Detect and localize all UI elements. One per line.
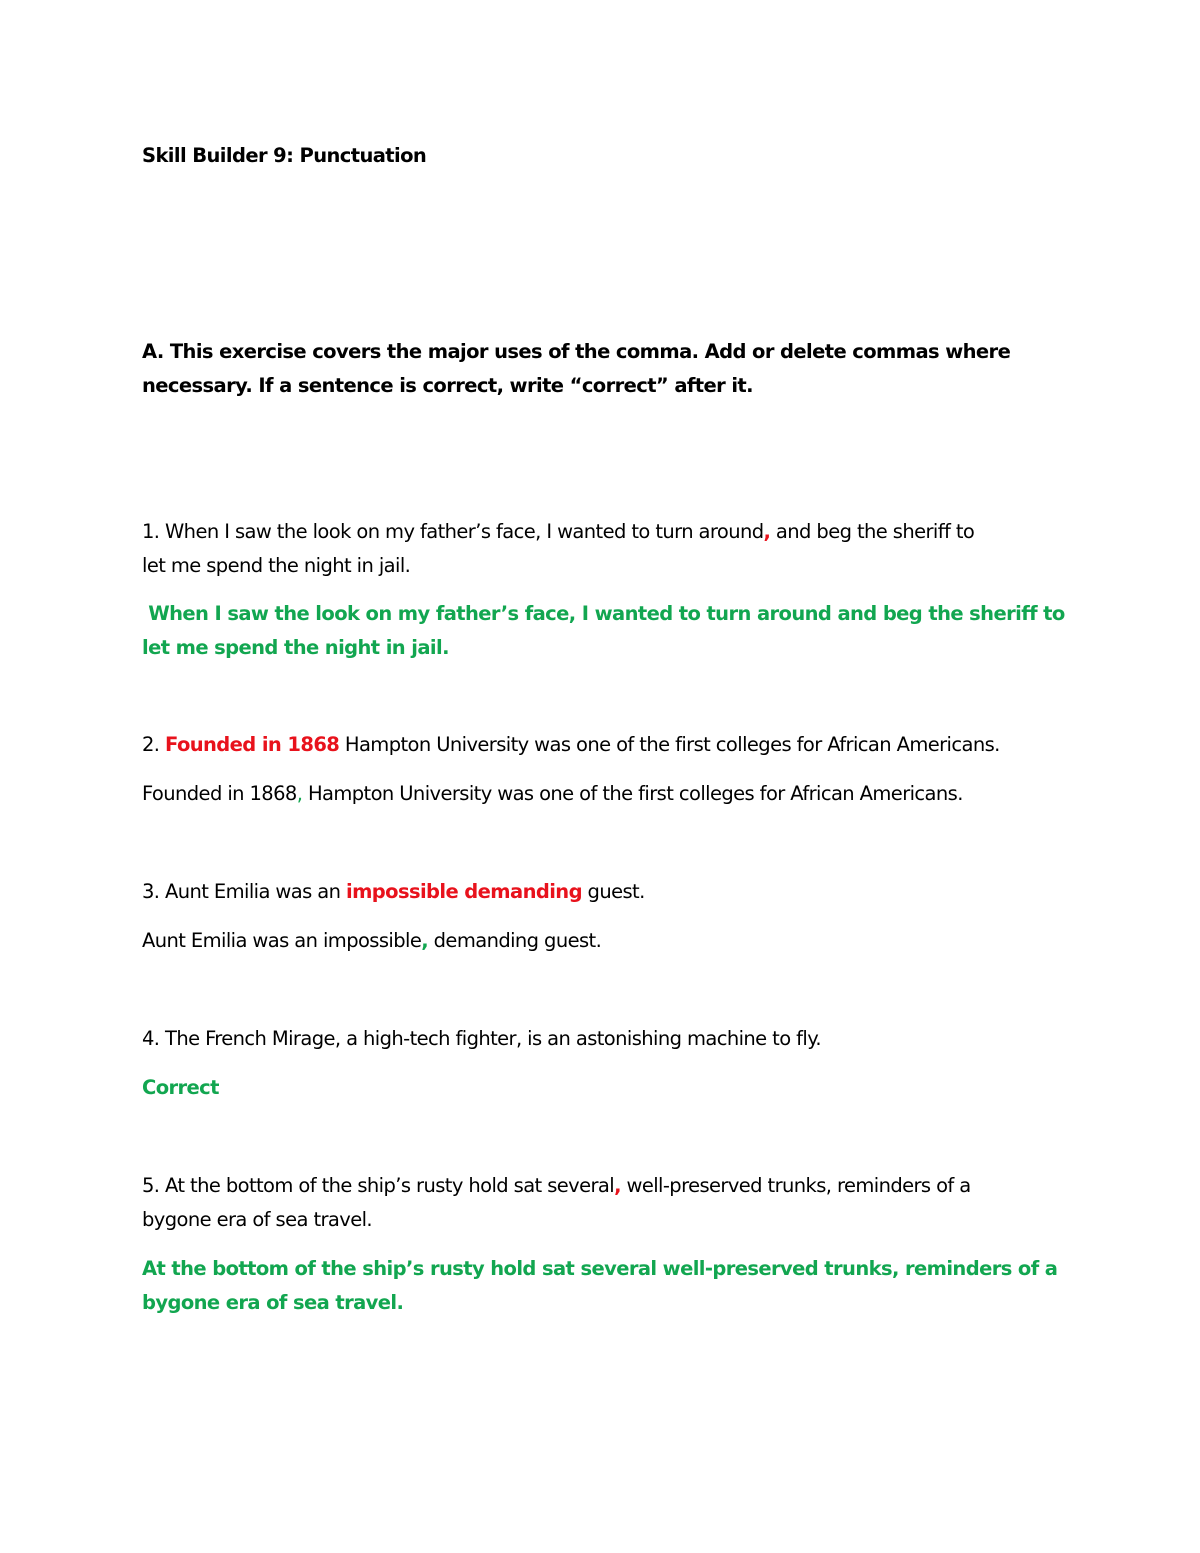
question-5-error-comma: , bbox=[614, 1174, 621, 1197]
question-2-prefix: 2. bbox=[142, 733, 166, 756]
answer-1-line-2: let me spend the night in jail. bbox=[142, 636, 449, 659]
question-2-rest: Hampton University was one of the first colleges for African Americans. bbox=[339, 733, 1000, 756]
question-2 bbox=[142, 728, 1072, 762]
answer-2-part-2: Hampton University was one of the first colleges for African Americans. bbox=[302, 782, 963, 805]
question-1-text-part-1: 1. When I saw the look on my father’s face, I wanted to turn around bbox=[142, 520, 764, 543]
question-3-highlight: impossible demanding bbox=[346, 880, 582, 903]
question-2-highlight: Founded in 1868 bbox=[165, 733, 340, 756]
question-5-text-part-2: well-preserved trunks, reminders of a bbox=[620, 1174, 971, 1197]
answer-3-added-comma: , bbox=[421, 929, 429, 952]
question-3-prefix: 3. Aunt Emilia was an bbox=[142, 880, 346, 903]
question-1-error-comma: , bbox=[763, 520, 771, 543]
instructions-line-1: A. This exercise covers the major uses of the comma. Add or delete commas where bbox=[142, 340, 1011, 363]
question-5-text-part-1: 5. At the bottom of the ship’s rusty hold sat several bbox=[142, 1174, 615, 1197]
question-4: 4. The French Mirage, a high-tech fighter, is an astonishing machine to fly. bbox=[142, 1027, 821, 1050]
answer-3-part-2: demanding guest. bbox=[428, 929, 602, 952]
instructions-line-2: necessary. If a sentence is correct, write “correct” after it. bbox=[142, 374, 753, 397]
question-5-line-2: bygone era of sea travel. bbox=[142, 1208, 373, 1231]
document-title: Skill Builder 9: Punctuation bbox=[142, 144, 427, 167]
question-3-rest: guest. bbox=[581, 880, 645, 903]
answer-5-line-1: At the bottom of the ship’s rusty hold sat several well-preserved trunks, reminders of a bbox=[142, 1257, 1058, 1280]
answer-4: Correct bbox=[142, 1076, 219, 1099]
answer-1-line-1: When I saw the look on my father’s face, I wanted to turn around and beg the sheriff to bbox=[142, 602, 1065, 625]
answer-5-line-2: bygone era of sea travel. bbox=[142, 1291, 404, 1314]
answer-2-part-1: Founded in 1868 bbox=[142, 782, 297, 805]
answer-3 bbox=[142, 924, 1072, 958]
answer-3-part-1: Aunt Emilia was an impossible bbox=[142, 929, 422, 952]
answer-2-added-comma: , bbox=[296, 782, 303, 805]
question-3 bbox=[142, 875, 1072, 909]
question-1-text-part-2: and beg the sheriff to bbox=[770, 520, 975, 543]
question-5-line-1 bbox=[142, 1169, 1072, 1203]
answer-2 bbox=[142, 777, 1072, 811]
question-1-line-2: let me spend the night in jail. bbox=[142, 554, 411, 577]
question-1-line-1 bbox=[142, 515, 1072, 549]
